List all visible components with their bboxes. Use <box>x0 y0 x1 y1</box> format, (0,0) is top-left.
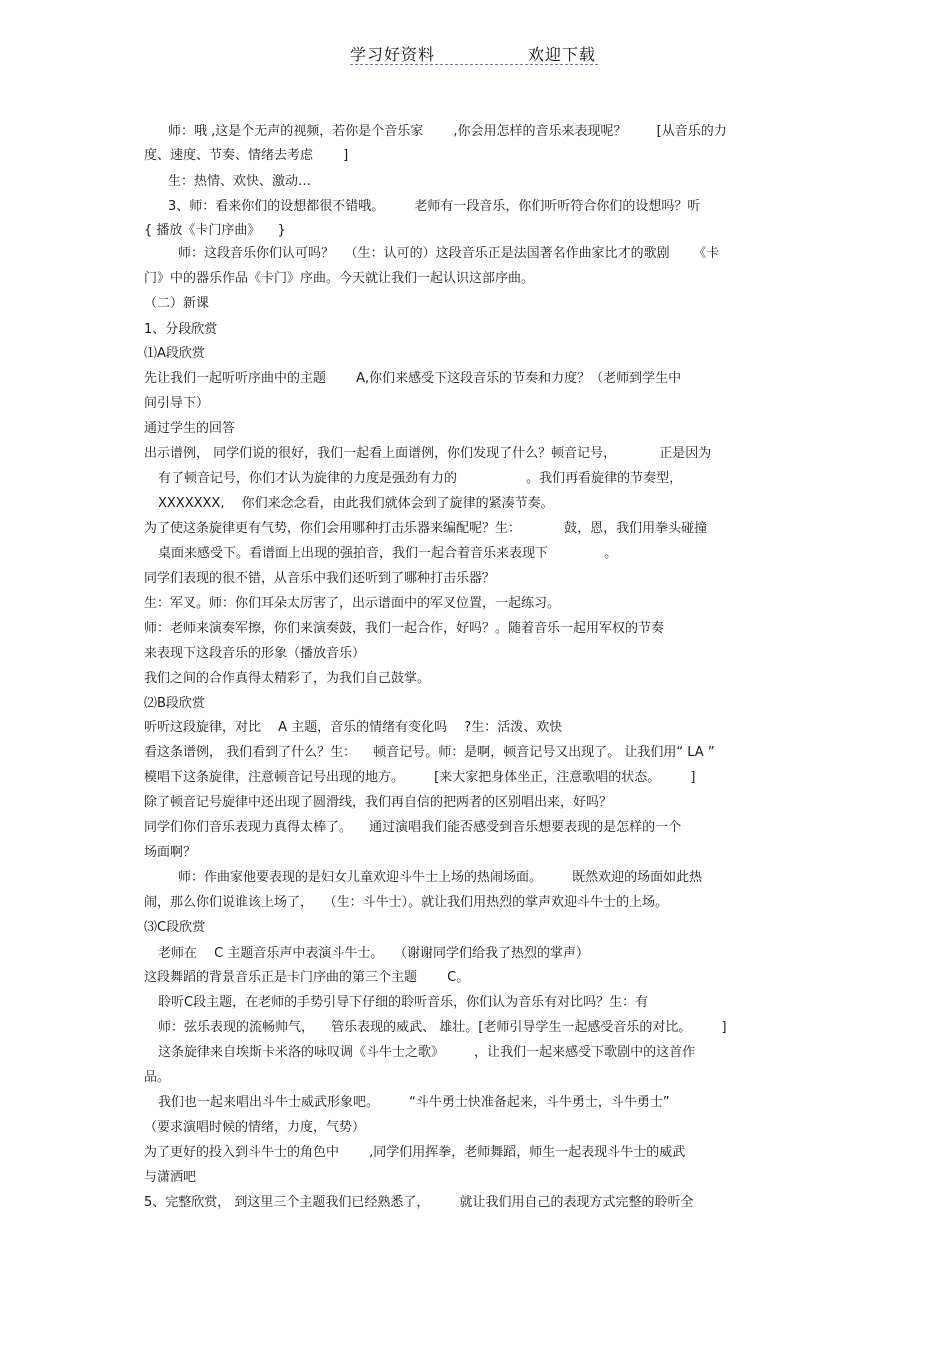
header-right-text: 欢迎下载 <box>527 45 596 64</box>
text-line: 5、完整欣赏， 到这里三个主题我们已经熟悉了， 就让我们用自己的表现方式完整的聆听全 <box>144 1195 694 1210</box>
section-heading: （二）新课 <box>144 296 210 311</box>
text-line: 模唱下这条旋律，注意顿音记号出现的地方。 [来大家把身体坐正，注意歌唱的状态。 ] <box>144 770 696 785</box>
text-line: 生：热情、欢快、激动… <box>168 174 312 189</box>
text-line: 度、速度、节奏、情绪去考虑 ] <box>144 148 349 163</box>
text-line: 生：军叉。师：你们耳朵太厉害了，出示谱面中的军叉位置，一起练习。 <box>144 596 561 611</box>
text-line: 间引导下） <box>144 396 210 411</box>
text-line: 师：这段音乐你们认可吗？ （生：认可的）这段音乐正是法国著名作曲家比才的歌剧 《卡 <box>178 246 720 261</box>
text-line: 除了顿音记号旋律中还出现了圆滑线，我们再自信的把两者的区别唱出来，好吗？ <box>144 795 613 810</box>
header-left-text: 学习好资料 <box>350 45 436 64</box>
section-heading: ⑵B段欣赏 <box>144 696 205 711</box>
text-line: 品。 <box>144 1070 171 1085</box>
text-line: 老师在 C 主题音乐声中表演斗牛士。 （谢谢同学们给我了热烈的掌声） <box>158 946 589 961</box>
text-line: 师：作曲家他要表现的是妇女儿童欢迎斗牛士上场的热闹场面。 既然欢迎的场面如此热 <box>178 870 703 885</box>
text-line: 桌面来感受下。看谱面上出现的强拍音，我们一起合着音乐来表现下 。 <box>158 546 618 561</box>
text-line: 我们之间的合作真得太精彩了，为我们自己鼓掌。 <box>144 671 431 686</box>
section-heading: 1、分段欣赏 <box>144 322 218 337</box>
text-line: 聆听C段主题，在老师的手势引导下仔细的聆听音乐，你们认为音乐有对比吗？生：有 <box>158 995 649 1010</box>
text-line: 这段舞蹈的背景音乐正是卡门序曲的第三个主题 C。 <box>144 970 470 985</box>
section-heading: ⑴A段欣赏 <box>144 346 205 361</box>
text-line: 为了使这条旋律更有气势，你们会用哪种打击乐器来编配呢？生： 鼓，恩，我们用拳头碰撞 <box>144 521 708 536</box>
text-line: 门》中的器乐作品《卡门》序曲。今天就让我们一起认识这部序曲。 <box>144 271 535 286</box>
text-line: { 播放《卡门序曲》 } <box>144 223 286 238</box>
text-line: 为了更好的投入到斗牛士的角色中 ,同学们用挥拳，老师舞蹈，师生一起表现斗牛士的威武 <box>144 1145 686 1160</box>
section-heading: ⑶C段欣赏 <box>144 920 206 935</box>
text-line: （要求演唱时候的情绪，力度，气势） <box>144 1120 366 1135</box>
text-line: 先让我们一起听听序曲中的主题 A,你们来感受下这段音乐的节奏和力度？（老师到学生中 <box>144 371 682 386</box>
text-line: 同学们表现的很不错，从音乐中我们还听到了哪种打击乐器？ <box>144 571 496 586</box>
page-header <box>350 42 598 65</box>
text-line: 与潇洒吧 <box>144 1170 197 1185</box>
text-line: 同学们你们音乐表现力真得太棒了。 通过演唱我们能否感受到音乐想要表现的是怎样的一个 <box>144 820 682 835</box>
text-line: 听听这段旋律，对比 A 主题，音乐的情绪有变化吗 ?生：活泼、欢快 <box>144 720 563 735</box>
text-line: 师：弦乐表现的流畅帅气， 管乐表现的威武、 雄壮。[老师引导学生一起感受音乐的对比。 ] <box>158 1020 727 1035</box>
text-line: 我们也一起来唱出斗牛士威武形象吧。 “斗牛勇士快准备起来，斗牛勇士，斗牛勇士” <box>158 1095 670 1110</box>
text-line: 来表现下这段音乐的形象（播放音乐） <box>144 646 366 661</box>
text-line: 有了顿音记号，你们才认为旋律的力度是强劲有力的 。我们再看旋律的节奏型， <box>158 471 683 486</box>
text-line: 出示谱例， 同学们说的很好，我们一起看上面谱例，你们发现了什么？顿音记号， 正是因为 <box>144 446 712 461</box>
text-line: 场面啊？ <box>144 845 197 860</box>
text-line: XXXXXXX, 你们来念念看，由此我们就体会到了旋律的紧凑节奏。 <box>158 496 554 511</box>
text-line: 3、师：看来你们的设想都很不错哦。 老师有一段音乐，你们听听符合你们的设想吗？听 <box>168 199 701 214</box>
text-line: 师：哦 ,这是个无声的视频，若你是个音乐家 ,你会用怎样的音乐来表现呢？ [从音乐的力 <box>168 124 727 139</box>
text-line: 看这条谱例， 我们看到了什么？生： 顿音记号。师：是啊，顿音记号又出现了。 让我们用“ LA ” <box>144 745 715 760</box>
text-line: 通过学生的回答 <box>144 421 236 436</box>
text-line: 这条旋律来自埃斯卡米洛的咏叹调《斗牛士之歌》 ，让我们一起来感受下歌剧中的这首作 <box>158 1045 696 1060</box>
text-line: 师：老师来演奏军擦，你们来演奏鼓，我们一起合作，好吗？。随着音乐一起用军权的节奏 <box>144 621 665 636</box>
text-line: 闹，那么你们说谁该上场了， （生：斗牛士）。就让我们用热烈的掌声欢迎斗牛士的上场。 <box>144 895 669 910</box>
